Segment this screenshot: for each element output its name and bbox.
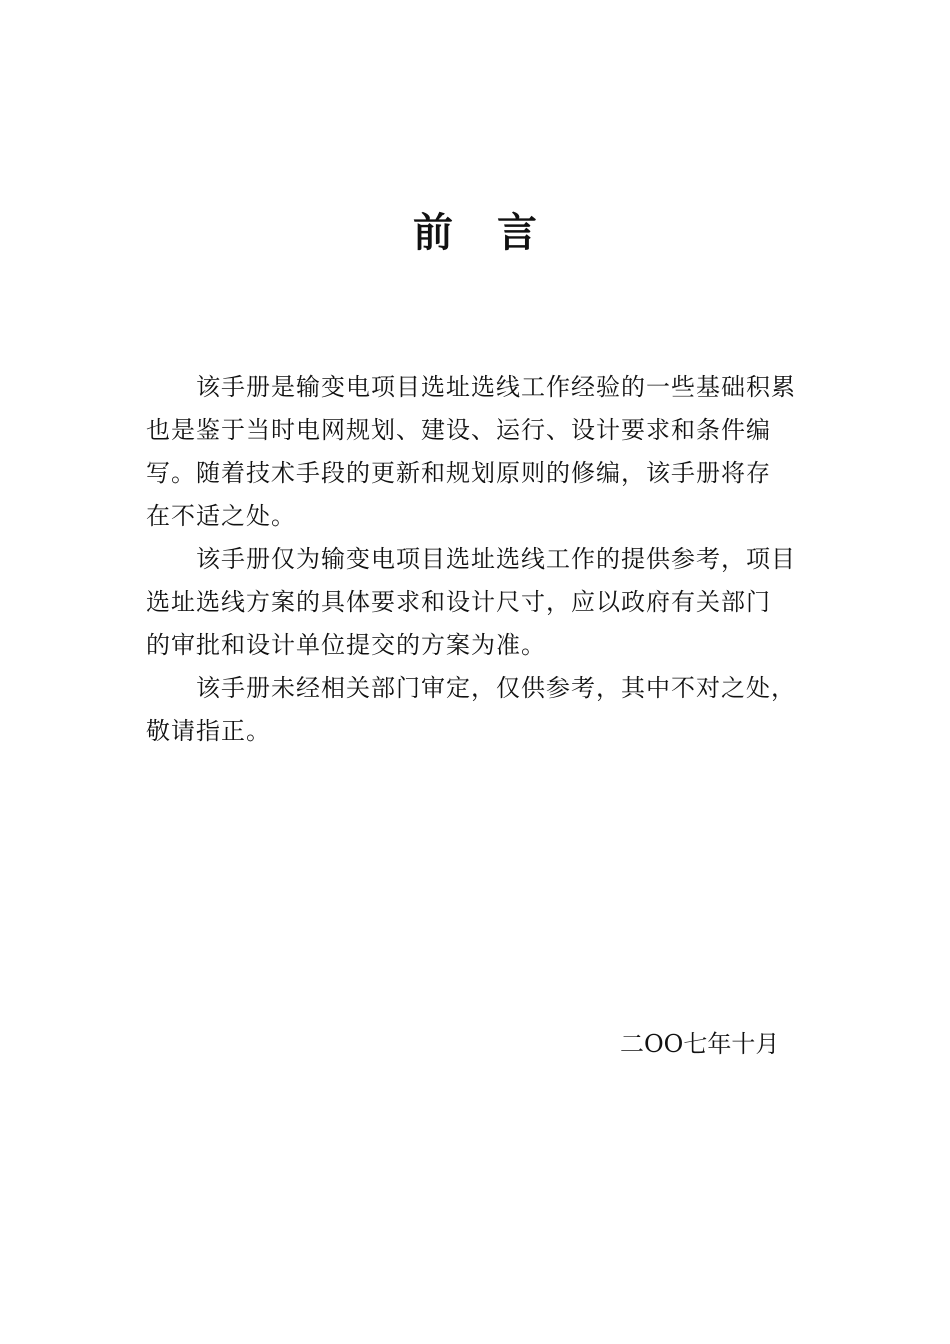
- paragraph-line: 敬请指正。: [146, 717, 271, 745]
- paragraph-line: 在不适之处。: [146, 502, 296, 530]
- paragraph-line: 该手册是输变电项目选址选线工作经验的一些基础积累: [196, 373, 796, 401]
- paragraph-2: [146, 538, 814, 667]
- preface-body: [146, 366, 814, 753]
- paragraph-line: 也是鉴于当时电网规划、建设、运行、设计要求和条件编: [146, 416, 771, 444]
- paragraph-1: [146, 366, 814, 538]
- paragraph-line: 的审批和设计单位提交的方案为准。: [146, 631, 546, 659]
- title-char-1: 前: [413, 209, 453, 256]
- paragraph-line: 写。随着技术手段的更新和规划原则的修编，该手册将存: [146, 459, 771, 487]
- title-char-2: 言: [497, 209, 537, 256]
- paragraph-line: 选址选线方案的具体要求和设计尺寸，应以政府有关部门: [146, 588, 771, 616]
- document-date: 二OO七年十月: [620, 1030, 780, 1058]
- page-title: [0, 207, 950, 259]
- paragraph-3: [146, 667, 814, 753]
- paragraph-line: 该手册仅为输变电项目选址选线工作的提供参考，项目: [196, 545, 796, 573]
- paragraph-line: 该手册未经相关部门审定，仅供参考，其中不对之处，: [196, 674, 796, 702]
